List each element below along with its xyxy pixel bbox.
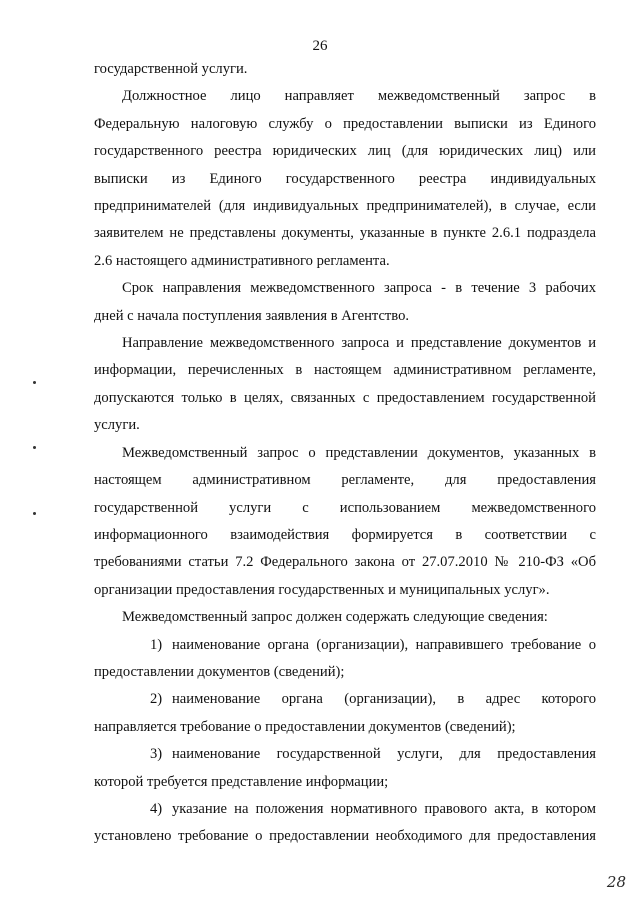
text-line: услуги. — [94, 417, 140, 434]
text-line: предоставлении документов (сведений); — [94, 663, 345, 680]
list-item — [94, 741, 596, 768]
text-line: Срок направления межведомственного запроса - в течение 3 рабочих — [122, 280, 596, 297]
text-line: Межведомственный запрос должен содержать следующие сведения: — [122, 609, 548, 626]
list-item-text: наименование государственной услуги, для предоставления — [172, 746, 596, 763]
margin-mark — [33, 512, 36, 515]
text-line: Федеральную налоговую службу о предоставлении выписки из Единого — [94, 115, 596, 132]
list-item-text: наименование органа (организации), в адрес которого — [172, 691, 596, 708]
text-line: информационного взаимодействия формируется в соответствии с — [94, 526, 596, 543]
margin-mark — [33, 446, 36, 449]
text-line: установлено требование о предоставлении необходимого для предоставления — [94, 828, 596, 845]
text-line: настоящем административном регламенте, для предоставления — [94, 472, 596, 489]
page-number: 26 — [312, 38, 328, 54]
margin-mark — [33, 381, 36, 384]
handwritten-page-number: 28 — [606, 873, 626, 891]
list-item-text: наименование органа (организации), направившего требование о — [172, 636, 596, 653]
text-line: требованиями статьи 7.2 Федерального закона от 27.07.2010 № 210-ФЗ «Об — [94, 554, 596, 571]
text-line: государственной услуги с использованием межведомственного — [94, 499, 596, 516]
text-line: которой требуется представление информации; — [94, 773, 389, 790]
text-line: допускаются только в целях, связанных с предоставлением государственной — [94, 389, 596, 406]
text-line: государственной услуги. — [94, 61, 248, 77]
text-line: направляется требование о предоставлении документов (сведений); — [94, 718, 516, 735]
text-line: организации предоставления государственных и муниципальных услуг». — [94, 581, 550, 598]
text-line: 2.6 настоящего административного регламента. — [94, 252, 390, 269]
text-line: государственного реестра юридических лиц (для юридических лиц) или — [94, 143, 596, 160]
document-body — [94, 56, 596, 851]
list-number: 3) — [150, 746, 163, 763]
text-line: заявителем не представлены документы, указанные в пункте 2.6.1 подраздела — [94, 225, 596, 242]
text-line: Должностное лицо направляет межведомственный запрос в — [122, 88, 596, 105]
text-line: дней с начала поступления заявления в Агентство. — [94, 307, 410, 324]
text-line: предпринимателей (для индивидуальных предпринимателей), в случае, если — [94, 198, 596, 215]
list-number: 4) — [150, 800, 163, 817]
text-line: выписки из Единого государственного реестра индивидуальных — [94, 170, 596, 187]
list-item-text: указание на положения нормативного правового акта, в котором — [172, 800, 596, 817]
list-item — [94, 632, 596, 659]
list-item — [94, 796, 596, 823]
list-number: 2) — [150, 691, 163, 708]
text-line: информации, перечисленных в настоящем административном регламенте, — [94, 362, 596, 379]
text-line: Межведомственный запрос о представлении документов, указанных в — [122, 444, 596, 461]
text-line: Направление межведомственного запроса и представление документов и — [122, 335, 596, 352]
list-item — [94, 686, 596, 713]
list-number: 1) — [150, 636, 163, 653]
